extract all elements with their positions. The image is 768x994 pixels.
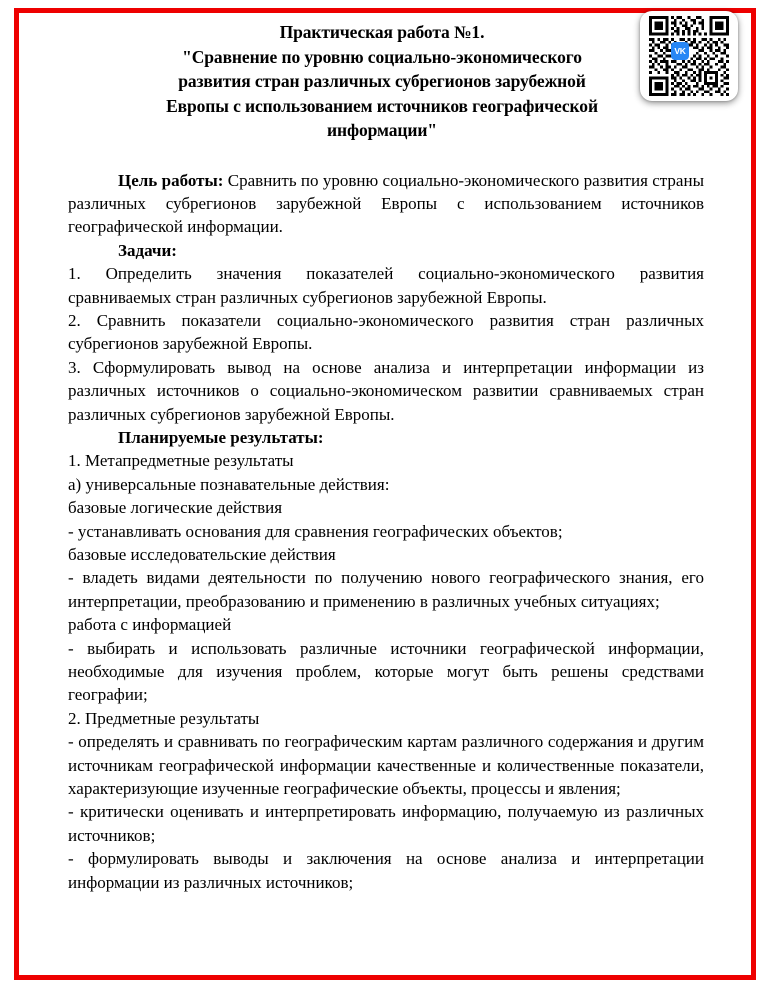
results-line-7: работа с информацией [68,615,232,635]
results-line-2: а) универсальные познавательные действия: [68,474,390,494]
title-line-3: развития стран различных субрегионов зарубежной [178,71,586,91]
title-line-5: информации" [327,120,437,140]
results-line-12: - формулировать выводы и заключения на основе анализа и интерпретации информации из различных источников; [68,849,704,892]
document-body [68,169,704,895]
results-line-1: 1. Метапредметные результаты [68,451,294,471]
results-heading: Планируемые результаты: [118,427,324,447]
task-item-1: 1. Определить значения показателей социально-экономического развития сравниваемых стран различных субрегионов зарубежной Европы. [68,264,704,307]
vk-logo-label: VK [674,45,686,56]
results-line-5: базовые исследовательские действия [68,545,336,564]
vk-logo-icon [671,42,689,60]
results-line-8: - выбирать и использовать различные источники географической информации, необходимые для изучения проблем, которые могут быть решены средствами географии; [68,638,704,705]
results-line-4: - устанавливать основания для сравнения географических объектов; [68,521,563,541]
page-title [68,20,704,143]
results-line-9: 2. Предметные результаты [68,708,260,728]
title-line-2: "Сравнение по уровню социально-экономического [182,46,582,67]
results-line-6: - владеть видами деятельности по получению нового географического знания, его интерпретации, преобразованию и применению в различных учебных ситуациях; [68,568,704,611]
results-line-3: базовые логические действия [68,498,283,518]
goal-text: Сравнить по уровню социально-экономического развития страны различных субрегионов зарубежной Европы с использованием источников географической информации. [68,170,704,237]
qr-code-card[interactable] [640,11,738,101]
results-line-10: - определять и сравнивать по географическим картам различного содержания и другим источникам географической информации качественные и количественные показатели, характеризующие изученные географические объекты, процессы и явления; [68,732,704,799]
goal-paragraph [68,169,704,239]
task-item-2: 2. Сравнить показатели социально-экономического развития стран различных субрегионов зарубежной Европы. [68,310,704,354]
title-line-4: Европы с использованием источников географической [166,95,598,116]
qr-code-icon [649,16,729,96]
tasks-heading: Задачи: [118,240,177,260]
document-content [8,6,760,894]
task-item-3: 3. Сформулировать вывод на основе анализа и интерпретации информации из различных источников о социально-экономическом развитии сравниваемых стран различных субрегионов зарубежной Европы. [68,357,704,424]
goal-heading: Цель работы: [118,170,224,190]
title-line-1: Практическая работа №1. [279,22,485,42]
results-line-11: - критически оценивать и интерпретировать информацию, получаемую из различных источников; [68,802,704,845]
